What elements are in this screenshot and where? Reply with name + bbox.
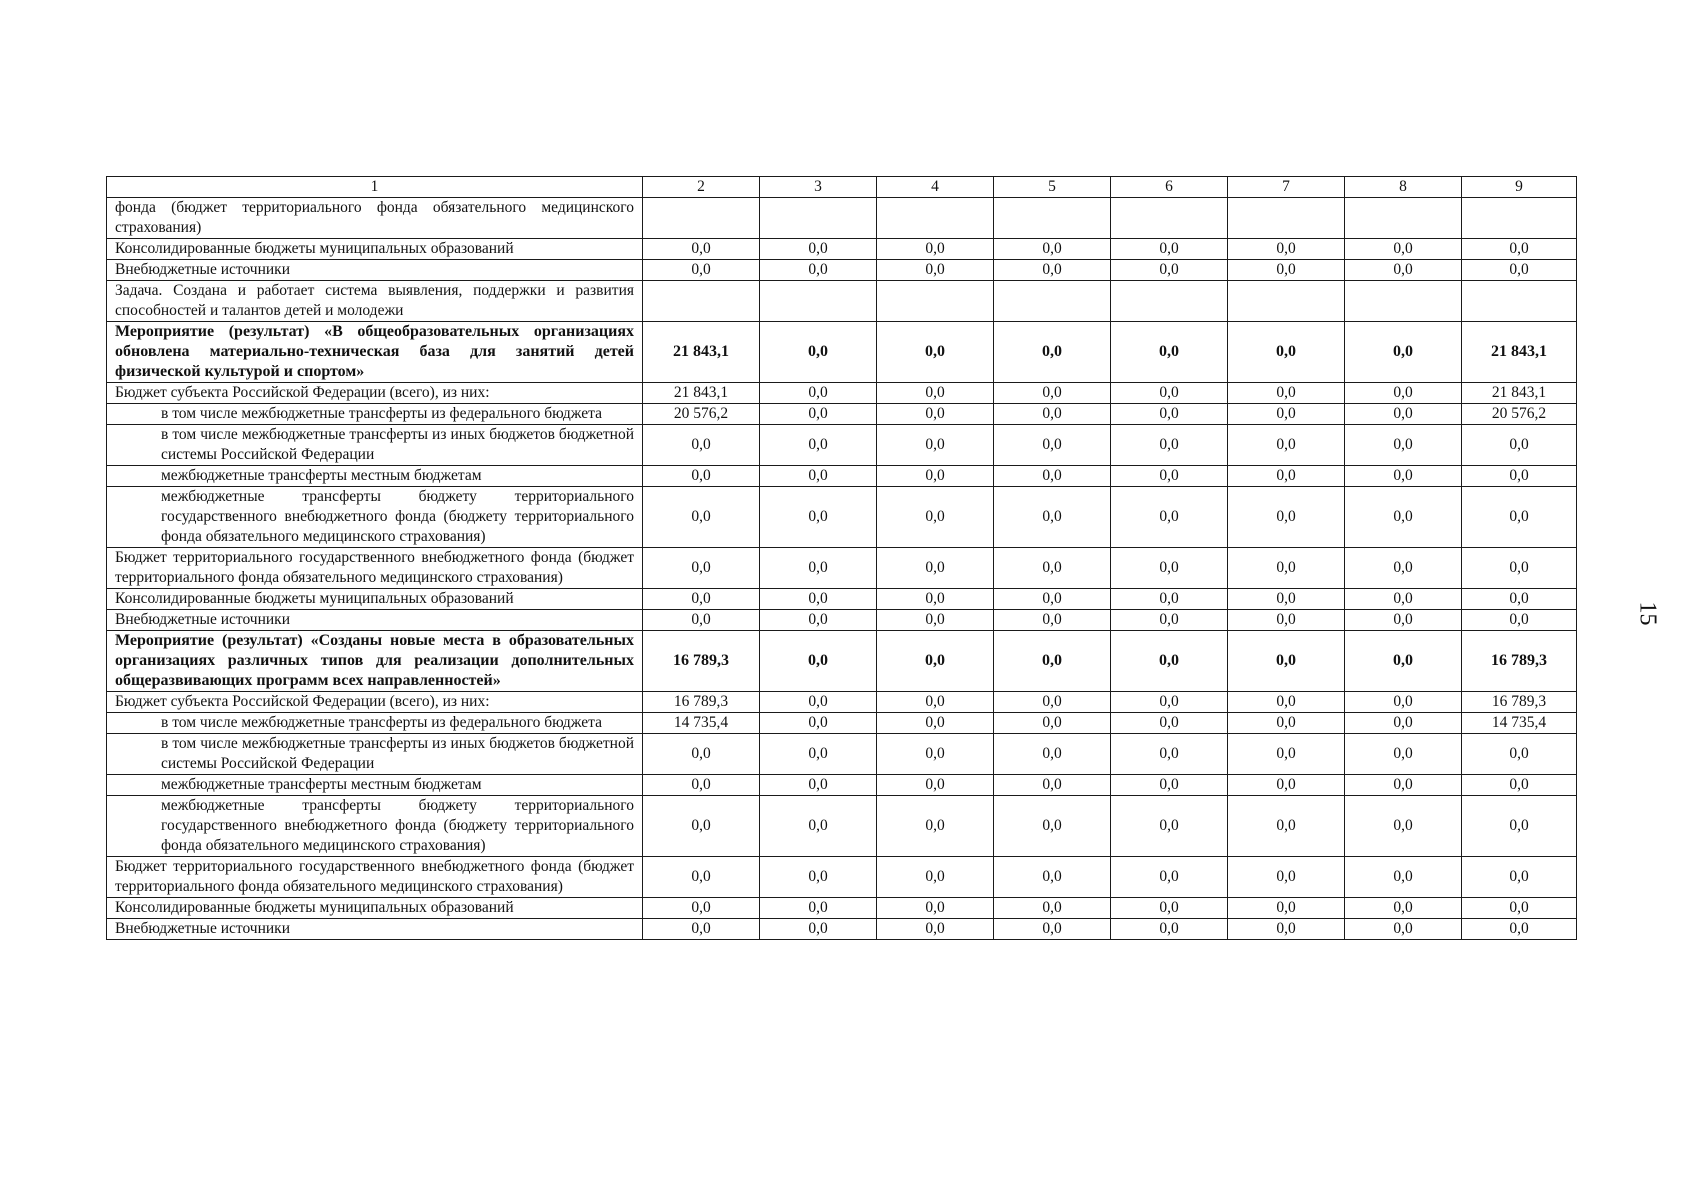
value-cell: 0,0 xyxy=(760,610,877,631)
value-cell xyxy=(643,198,760,239)
value-cell: 0,0 xyxy=(877,692,994,713)
value-cell: 0,0 xyxy=(1345,404,1462,425)
value-cell: 0,0 xyxy=(760,692,877,713)
value-cell xyxy=(760,281,877,322)
value-cell: 0,0 xyxy=(643,239,760,260)
value-cell xyxy=(877,198,994,239)
value-cell: 0,0 xyxy=(877,734,994,775)
value-cell: 0,0 xyxy=(1345,466,1462,487)
value-cell: 0,0 xyxy=(643,734,760,775)
value-cell: 0,0 xyxy=(877,796,994,857)
value-cell: 0,0 xyxy=(1228,898,1345,919)
value-cell: 0,0 xyxy=(1462,548,1577,589)
value-cell: 0,0 xyxy=(1345,734,1462,775)
value-cell: 0,0 xyxy=(994,775,1111,796)
value-cell: 0,0 xyxy=(1228,487,1345,548)
column-header: 4 xyxy=(877,177,994,198)
value-cell: 0,0 xyxy=(994,548,1111,589)
value-cell: 0,0 xyxy=(1345,631,1462,692)
value-cell: 0,0 xyxy=(1111,322,1228,383)
value-cell xyxy=(1345,281,1462,322)
row-label: межбюджетные трансферты бюджету территориального государственного внебюджетного фонда (бюджету территориального фонда обязательного медицинского страхования) xyxy=(107,487,643,548)
value-cell: 0,0 xyxy=(1111,919,1228,940)
value-cell: 0,0 xyxy=(1462,734,1577,775)
value-cell: 0,0 xyxy=(1345,260,1462,281)
table-row xyxy=(107,383,1577,404)
value-cell: 0,0 xyxy=(1228,857,1345,898)
value-cell: 0,0 xyxy=(1228,404,1345,425)
row-label: межбюджетные трансферты местным бюджетам xyxy=(107,775,643,796)
value-cell: 0,0 xyxy=(994,322,1111,383)
value-cell: 16 789,3 xyxy=(643,692,760,713)
row-label: Консолидированные бюджеты муниципальных образований xyxy=(107,239,643,260)
table-row xyxy=(107,898,1577,919)
value-cell: 0,0 xyxy=(1111,239,1228,260)
value-cell: 0,0 xyxy=(877,548,994,589)
value-cell: 0,0 xyxy=(1462,610,1577,631)
value-cell: 0,0 xyxy=(994,692,1111,713)
value-cell: 0,0 xyxy=(877,631,994,692)
value-cell: 0,0 xyxy=(643,548,760,589)
table-row xyxy=(107,239,1577,260)
value-cell: 0,0 xyxy=(994,857,1111,898)
row-label: в том числе межбюджетные трансферты из иных бюджетов бюджетной системы Российской Федерации xyxy=(107,425,643,466)
value-cell: 0,0 xyxy=(643,589,760,610)
table-row xyxy=(107,425,1577,466)
row-label: Мероприятие (результат) «Созданы новые места в образовательных организациях различных типов для реализации дополнительных общеразвивающих программ всех направленностей» xyxy=(107,631,643,692)
value-cell: 0,0 xyxy=(643,898,760,919)
value-cell: 0,0 xyxy=(643,610,760,631)
value-cell: 0,0 xyxy=(1462,919,1577,940)
value-cell: 0,0 xyxy=(994,589,1111,610)
value-cell: 0,0 xyxy=(877,898,994,919)
value-cell: 0,0 xyxy=(994,260,1111,281)
value-cell: 0,0 xyxy=(1462,425,1577,466)
value-cell: 14 735,4 xyxy=(643,713,760,734)
value-cell: 0,0 xyxy=(1345,898,1462,919)
row-label: межбюджетные трансферты местным бюджетам xyxy=(107,466,643,487)
value-cell: 0,0 xyxy=(1228,239,1345,260)
value-cell: 0,0 xyxy=(1228,734,1345,775)
value-cell xyxy=(1228,281,1345,322)
value-cell: 0,0 xyxy=(1462,466,1577,487)
value-cell: 0,0 xyxy=(877,589,994,610)
value-cell: 0,0 xyxy=(1228,425,1345,466)
value-cell xyxy=(1228,198,1345,239)
value-cell: 0,0 xyxy=(643,487,760,548)
budget-table-container xyxy=(106,176,1576,940)
table-row xyxy=(107,589,1577,610)
value-cell: 0,0 xyxy=(877,322,994,383)
row-label: Бюджет территориального государственного внебюджетного фонда (бюджет территориального фонда обязательного медицинского страхования) xyxy=(107,857,643,898)
value-cell: 0,0 xyxy=(760,919,877,940)
value-cell xyxy=(643,281,760,322)
table-row xyxy=(107,466,1577,487)
value-cell: 0,0 xyxy=(877,775,994,796)
value-cell: 0,0 xyxy=(1345,857,1462,898)
value-cell: 0,0 xyxy=(1462,775,1577,796)
value-cell: 0,0 xyxy=(877,404,994,425)
value-cell: 0,0 xyxy=(1345,322,1462,383)
column-header: 9 xyxy=(1462,177,1577,198)
value-cell: 0,0 xyxy=(1345,383,1462,404)
budget-table xyxy=(106,176,1577,940)
value-cell: 0,0 xyxy=(994,898,1111,919)
value-cell: 0,0 xyxy=(1345,548,1462,589)
table-row xyxy=(107,713,1577,734)
value-cell: 0,0 xyxy=(760,322,877,383)
value-cell: 0,0 xyxy=(994,610,1111,631)
table-row xyxy=(107,775,1577,796)
value-cell: 0,0 xyxy=(1462,796,1577,857)
value-cell xyxy=(1111,281,1228,322)
value-cell: 0,0 xyxy=(760,548,877,589)
value-cell: 0,0 xyxy=(1345,796,1462,857)
table-header-row xyxy=(107,177,1577,198)
value-cell: 0,0 xyxy=(1111,425,1228,466)
value-cell: 0,0 xyxy=(643,425,760,466)
table-row xyxy=(107,631,1577,692)
column-header: 6 xyxy=(1111,177,1228,198)
table-row xyxy=(107,796,1577,857)
value-cell: 21 843,1 xyxy=(1462,383,1577,404)
value-cell: 21 843,1 xyxy=(1462,322,1577,383)
value-cell: 0,0 xyxy=(1111,383,1228,404)
value-cell: 0,0 xyxy=(1228,796,1345,857)
value-cell: 0,0 xyxy=(643,775,760,796)
value-cell: 0,0 xyxy=(1228,466,1345,487)
value-cell: 0,0 xyxy=(1462,239,1577,260)
value-cell: 0,0 xyxy=(994,631,1111,692)
value-cell: 0,0 xyxy=(994,239,1111,260)
value-cell: 0,0 xyxy=(1228,692,1345,713)
table-row xyxy=(107,857,1577,898)
value-cell: 0,0 xyxy=(643,796,760,857)
value-cell: 16 789,3 xyxy=(1462,631,1577,692)
row-label: в том числе межбюджетные трансферты из иных бюджетов бюджетной системы Российской Федерации xyxy=(107,734,643,775)
value-cell: 0,0 xyxy=(1111,466,1228,487)
value-cell: 0,0 xyxy=(1228,589,1345,610)
value-cell: 0,0 xyxy=(760,734,877,775)
value-cell: 0,0 xyxy=(760,260,877,281)
value-cell: 0,0 xyxy=(1228,260,1345,281)
column-header: 8 xyxy=(1345,177,1462,198)
row-label: Бюджет территориального государственного внебюджетного фонда (бюджет территориального фонда обязательного медицинского страхования) xyxy=(107,548,643,589)
value-cell: 0,0 xyxy=(1111,548,1228,589)
column-header: 7 xyxy=(1228,177,1345,198)
value-cell: 0,0 xyxy=(760,487,877,548)
value-cell: 0,0 xyxy=(1345,487,1462,548)
table-row xyxy=(107,281,1577,322)
value-cell: 0,0 xyxy=(1111,631,1228,692)
value-cell: 0,0 xyxy=(1111,692,1228,713)
column-header: 5 xyxy=(994,177,1111,198)
value-cell: 0,0 xyxy=(1345,919,1462,940)
value-cell: 0,0 xyxy=(1111,775,1228,796)
value-cell: 0,0 xyxy=(994,466,1111,487)
value-cell: 0,0 xyxy=(877,383,994,404)
table-row xyxy=(107,487,1577,548)
value-cell: 0,0 xyxy=(877,466,994,487)
value-cell: 0,0 xyxy=(1111,734,1228,775)
value-cell: 0,0 xyxy=(760,239,877,260)
column-header: 2 xyxy=(643,177,760,198)
row-label: Внебюджетные источники xyxy=(107,919,643,940)
value-cell: 0,0 xyxy=(1462,898,1577,919)
value-cell: 0,0 xyxy=(994,404,1111,425)
table-row xyxy=(107,404,1577,425)
value-cell: 0,0 xyxy=(877,919,994,940)
value-cell: 0,0 xyxy=(760,898,877,919)
value-cell: 0,0 xyxy=(1345,589,1462,610)
value-cell: 0,0 xyxy=(1462,487,1577,548)
value-cell: 0,0 xyxy=(994,734,1111,775)
value-cell: 0,0 xyxy=(1228,631,1345,692)
value-cell: 0,0 xyxy=(760,775,877,796)
value-cell: 0,0 xyxy=(760,383,877,404)
value-cell: 0,0 xyxy=(1345,692,1462,713)
value-cell xyxy=(877,281,994,322)
value-cell: 0,0 xyxy=(1462,857,1577,898)
value-cell: 0,0 xyxy=(1111,610,1228,631)
row-label: Мероприятие (результат) «В общеобразовательных организациях обновлена материально-техническая база для занятий детей физической культурой и спортом» xyxy=(107,322,643,383)
value-cell: 0,0 xyxy=(1345,425,1462,466)
value-cell: 0,0 xyxy=(1111,898,1228,919)
column-header: 3 xyxy=(760,177,877,198)
value-cell: 0,0 xyxy=(1228,322,1345,383)
value-cell: 0,0 xyxy=(1111,713,1228,734)
column-header: 1 xyxy=(107,177,643,198)
value-cell: 0,0 xyxy=(1111,404,1228,425)
value-cell: 0,0 xyxy=(1462,589,1577,610)
value-cell: 0,0 xyxy=(877,857,994,898)
value-cell: 0,0 xyxy=(643,919,760,940)
value-cell: 0,0 xyxy=(1111,857,1228,898)
row-label: Бюджет субъекта Российской Федерации (всего), из них: xyxy=(107,692,643,713)
value-cell: 0,0 xyxy=(1228,548,1345,589)
value-cell: 0,0 xyxy=(1345,775,1462,796)
value-cell: 16 789,3 xyxy=(643,631,760,692)
row-label: Внебюджетные источники xyxy=(107,260,643,281)
value-cell xyxy=(994,198,1111,239)
row-label: межбюджетные трансферты бюджету территориального государственного внебюджетного фонда (бюджету территориального фонда обязательного медицинского страхования) xyxy=(107,796,643,857)
value-cell: 0,0 xyxy=(877,610,994,631)
table-row xyxy=(107,692,1577,713)
value-cell: 0,0 xyxy=(643,857,760,898)
value-cell: 0,0 xyxy=(760,796,877,857)
value-cell xyxy=(1111,198,1228,239)
value-cell: 0,0 xyxy=(1345,713,1462,734)
value-cell: 0,0 xyxy=(1111,589,1228,610)
value-cell: 21 843,1 xyxy=(643,383,760,404)
value-cell: 0,0 xyxy=(1345,610,1462,631)
value-cell: 0,0 xyxy=(1111,487,1228,548)
row-label: Консолидированные бюджеты муниципальных образований xyxy=(107,589,643,610)
value-cell: 0,0 xyxy=(1111,796,1228,857)
table-row xyxy=(107,322,1577,383)
table-row xyxy=(107,260,1577,281)
value-cell: 0,0 xyxy=(760,589,877,610)
value-cell: 0,0 xyxy=(1462,260,1577,281)
value-cell: 0,0 xyxy=(994,796,1111,857)
value-cell: 0,0 xyxy=(877,487,994,548)
value-cell: 0,0 xyxy=(1345,239,1462,260)
value-cell: 20 576,2 xyxy=(643,404,760,425)
value-cell: 0,0 xyxy=(877,713,994,734)
value-cell: 0,0 xyxy=(994,383,1111,404)
value-cell: 0,0 xyxy=(877,260,994,281)
value-cell: 0,0 xyxy=(760,425,877,466)
value-cell: 0,0 xyxy=(994,425,1111,466)
value-cell xyxy=(1462,198,1577,239)
value-cell: 0,0 xyxy=(1228,775,1345,796)
table-row xyxy=(107,198,1577,239)
value-cell: 0,0 xyxy=(760,631,877,692)
value-cell: 0,0 xyxy=(643,466,760,487)
row-label: в том числе межбюджетные трансферты из федерального бюджета xyxy=(107,713,643,734)
value-cell: 0,0 xyxy=(760,713,877,734)
page-number: 15 xyxy=(1634,601,1661,626)
value-cell: 20 576,2 xyxy=(1462,404,1577,425)
value-cell: 0,0 xyxy=(994,713,1111,734)
value-cell: 0,0 xyxy=(1228,919,1345,940)
value-cell: 14 735,4 xyxy=(1462,713,1577,734)
row-label: фонда (бюджет территориального фонда обязательного медицинского страхования) xyxy=(107,198,643,239)
row-label: Внебюджетные источники xyxy=(107,610,643,631)
value-cell: 0,0 xyxy=(1228,383,1345,404)
value-cell: 16 789,3 xyxy=(1462,692,1577,713)
table-row xyxy=(107,548,1577,589)
value-cell xyxy=(1345,198,1462,239)
value-cell xyxy=(994,281,1111,322)
value-cell: 0,0 xyxy=(760,857,877,898)
row-label: Задача. Создана и работает система выявления, поддержки и развития способностей и талантов детей и молодежи xyxy=(107,281,643,322)
table-row xyxy=(107,610,1577,631)
table-body xyxy=(107,177,1577,940)
value-cell: 0,0 xyxy=(760,466,877,487)
value-cell xyxy=(1462,281,1577,322)
value-cell: 0,0 xyxy=(760,404,877,425)
table-row xyxy=(107,919,1577,940)
value-cell: 0,0 xyxy=(1111,260,1228,281)
value-cell: 21 843,1 xyxy=(643,322,760,383)
value-cell: 0,0 xyxy=(1228,713,1345,734)
value-cell: 0,0 xyxy=(643,260,760,281)
value-cell: 0,0 xyxy=(994,487,1111,548)
value-cell: 0,0 xyxy=(1228,610,1345,631)
row-label: в том числе межбюджетные трансферты из федерального бюджета xyxy=(107,404,643,425)
value-cell: 0,0 xyxy=(994,919,1111,940)
row-label: Консолидированные бюджеты муниципальных образований xyxy=(107,898,643,919)
row-label: Бюджет субъекта Российской Федерации (всего), из них: xyxy=(107,383,643,404)
value-cell: 0,0 xyxy=(877,239,994,260)
table-row xyxy=(107,734,1577,775)
value-cell xyxy=(760,198,877,239)
value-cell: 0,0 xyxy=(877,425,994,466)
